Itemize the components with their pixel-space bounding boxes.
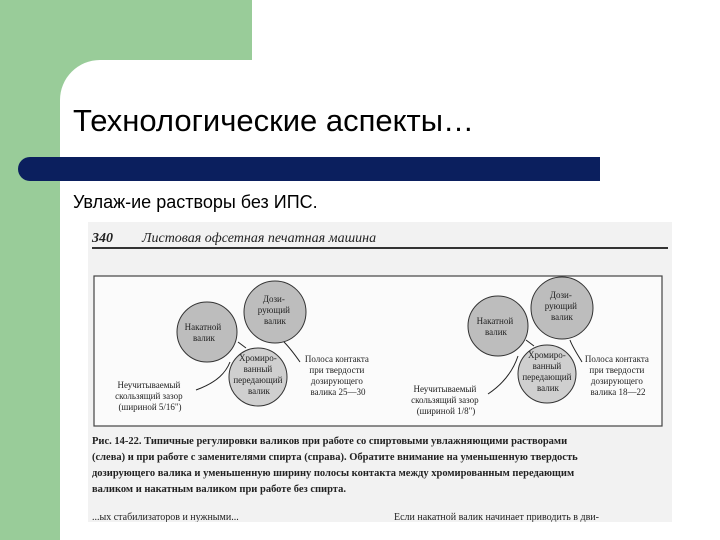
right-gap-label: Неучитываемый скользящий зазор (шириной 1/8") <box>411 384 479 416</box>
footer-left-text: ...ых стабилизаторов и нужными... <box>92 512 239 522</box>
slide-subtitle: Увлаж-ие растворы без ИПС. <box>73 192 318 212</box>
right-dosing-label: Дози- рующий валик <box>544 290 577 322</box>
right-ink-roller <box>468 296 528 356</box>
scan-figure <box>88 222 672 522</box>
right-chrome-label: Хромиро- ванный передающий валик <box>522 350 572 393</box>
footer-right-text: Если накатной валик начинает приводить в дви- <box>394 512 599 522</box>
right-contact-label: Полоса контакта при твердости дозирующего валика 18—22 <box>584 354 649 397</box>
figure-caption: Рис. 14-22. Типичные регулировки валиков при работе со спиртовыми увлажняющими растворами (слева) и при работе с заменителями спирта (справа). Обратите внимание на уменьшенную твердость дозирующего валика и уменьшенную ширину полосы контакта между хромированным передающим валиком и накатным валиком при работе без спирта. <box>92 436 578 495</box>
left-ink-label: Накатной валик <box>184 322 222 343</box>
left-chrome-label: Хромиро- ванный передающий валик <box>233 353 283 396</box>
slide-title: Технологические аспекты… <box>73 103 475 138</box>
title-underline-bar <box>18 157 600 181</box>
left-dosing-label: Дози- рующий валик <box>257 294 290 326</box>
left-contact-label: Полоса контакта при твердости дозирующего валика 25—30 <box>304 354 369 397</box>
left-ink-roller <box>177 302 237 362</box>
scan-header: Листовая офсетная печатная машина <box>142 231 377 246</box>
left-gap-label: Неучитываемый скользящий зазор (шириной 5/16") <box>115 380 183 412</box>
scanned-book-page <box>88 222 672 522</box>
right-ink-label: Накатной валик <box>476 316 514 337</box>
scan-page-number: 340 <box>92 231 113 246</box>
